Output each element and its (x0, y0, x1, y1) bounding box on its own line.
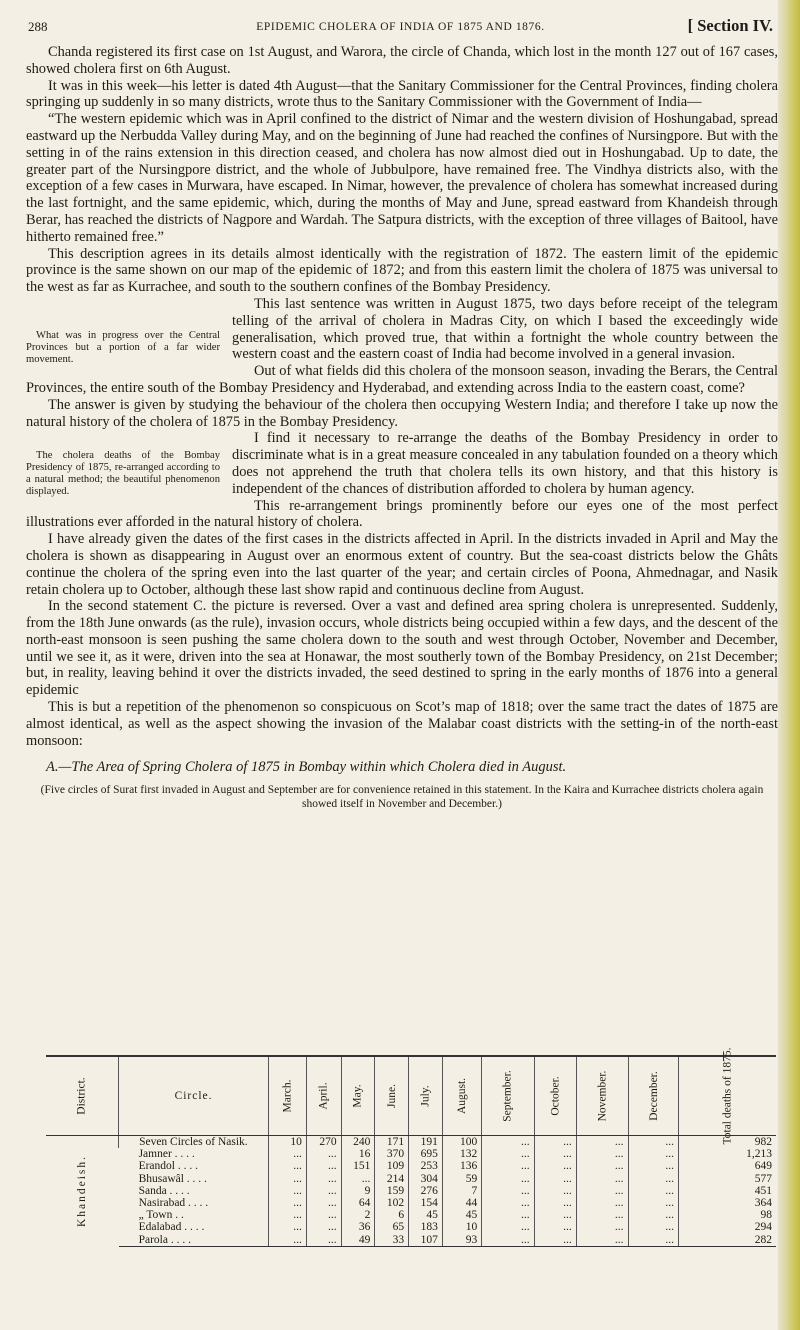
value-cell: ... (534, 1221, 576, 1233)
value-cell: 10 (269, 1136, 307, 1149)
table-row (46, 1234, 776, 1247)
paragraph: Chanda registered its first case on 1st August, and Warora, the circle of Chanda, which lost in the month 127 out of 167 cases, showed cholera first on 6th August. (26, 44, 778, 77)
value-cell: ... (482, 1185, 534, 1197)
col-header-june: June. (375, 1056, 409, 1136)
value-cell: 16 (341, 1148, 375, 1160)
value-cell: ... (482, 1197, 534, 1209)
table-note: (Five circles of Surat first invaded in August and September are for convenience retained in this statement. In the Kaira and Kurrachee districts cholera again showed itself in November and December.) (40, 784, 764, 810)
value-cell: 2 (341, 1209, 375, 1221)
value-cell: 64 (341, 1197, 375, 1209)
table-row (46, 1160, 776, 1172)
value-cell: 65 (375, 1221, 409, 1233)
value-cell: ... (576, 1197, 628, 1209)
value-cell: 240 (341, 1136, 375, 1149)
col-header-may: May. (341, 1056, 375, 1136)
value-cell: ... (534, 1185, 576, 1197)
table-row (46, 1185, 776, 1197)
value-cell: ... (628, 1160, 679, 1172)
value-cell: ... (628, 1221, 679, 1233)
circle-name-cell: „ Town . . (138, 1209, 184, 1222)
value-cell: 159 (375, 1185, 409, 1197)
paragraph: I find it necessary to re-arrange the deaths of the Bombay Presidency in order to discriminate what is in a great measure concealed in any tabulation founded on a theory which does not apprehend the truth that cholera tells its own history, and that this history is independent of the chances of distribution afforded to cholera by human agency. (232, 430, 778, 497)
value-cell: ... (482, 1209, 534, 1221)
value-cell: ... (628, 1209, 679, 1221)
value-cell: 93 (442, 1234, 481, 1247)
table-row (46, 1148, 776, 1160)
value-cell: 649 (679, 1160, 777, 1172)
circle-name-cell: Sanda . . . . (138, 1184, 190, 1197)
value-cell: 59 (442, 1173, 481, 1185)
value-cell: ... (534, 1160, 576, 1172)
col-header-august: August. (442, 1056, 481, 1136)
value-cell: ... (576, 1234, 628, 1247)
table-body (46, 1136, 776, 1247)
value-cell: 9 (341, 1185, 375, 1197)
col-header-september: September. (482, 1056, 534, 1136)
col-header-july: July. (409, 1056, 443, 1136)
value-cell: ... (628, 1148, 679, 1160)
value-cell: ... (576, 1136, 628, 1149)
value-cell: 6 (375, 1209, 409, 1221)
paragraph: It was in this week—his letter is dated 4th August—that the Sanitary Commissioner for the Central Provinces, finding cholera springing up suddenly in so many districts, wrote thus to the Sanitary Commissioner with the Government of India— (26, 77, 778, 111)
col-header-april: April. (306, 1056, 341, 1136)
value-cell: ... (534, 1197, 576, 1209)
value-cell: ... (269, 1234, 307, 1247)
value-cell: 282 (679, 1234, 777, 1247)
value-cell: ... (306, 1197, 341, 1209)
value-cell: ... (576, 1148, 628, 1160)
circle-name-cell: Bhusawâl . . . . (138, 1172, 207, 1185)
paragraph: The answer is given by studying the behaviour of the cholera then occupying Western India; and therefore I take up now the natural history of the cholera of 1875 in the Bombay Presidency. (26, 396, 778, 430)
value-cell: ... (576, 1160, 628, 1172)
table-row (46, 1197, 776, 1209)
value-cell: 109 (375, 1160, 409, 1172)
paragraph: This re-arrangement brings prominently before our eyes one of the most perfect illustrations ever afforded in the natural history of cholera. (26, 497, 778, 531)
value-cell: 45 (442, 1209, 481, 1221)
body-text (26, 44, 778, 811)
circle-name-cell: Nasirabad . . . . (138, 1197, 209, 1210)
value-cell: 7 (442, 1185, 481, 1197)
district-cell: Khandeish. (76, 1155, 89, 1228)
value-cell: 294 (679, 1221, 777, 1233)
margin-note: The cholera deaths of the Bombay Presidency of 1875, re-arranged according to a natural method; the beautiful phenomenon displayed. (26, 450, 220, 498)
value-cell: 304 (409, 1173, 443, 1185)
table-row (46, 1173, 776, 1185)
circle-name-cell: Erandol . . . . (138, 1160, 198, 1173)
paragraph: This is but a repetition of the phenomenon so conspicuous on Scot’s map of 1818; over the same tract the dates of 1875 are almost identical, as well as the aspect showing the invasion of the Malabar coast districts with the setting-in of the north-east monsoon: (26, 699, 778, 749)
table-row (46, 1136, 776, 1149)
value-cell: ... (534, 1136, 576, 1149)
value-cell: ... (306, 1160, 341, 1172)
value-cell: ... (269, 1221, 307, 1233)
value-cell: ... (269, 1209, 307, 1221)
page-header (28, 17, 773, 39)
paragraph: In the second statement C. the picture is reversed. Over a vast and defined area spring cholera is unrepresented. Suddenly, from the 18th June onwards (as the rule), invasion occurs, whole districts being occupied within a few days, and the descent of the north-east monsoon is seen pushing the same cholera down to the south and west through October, November and December, until we see it, as it were, driven into the sea at Honawar, the most southerly town of the Bombay Presidency, on 21st December; but, in reality, leaving behind it over the districts invaded, the seed destined to spring in the early months of 1876 into a general epidemic (26, 598, 778, 699)
table-row (46, 1221, 776, 1233)
value-cell: ... (306, 1185, 341, 1197)
value-cell: 1,213 (679, 1148, 777, 1160)
quotation: “The western epidemic which was in April confined to the district of Nimar and the western division of Hoshungabad, spread eastward up the Nerbudda Valley during May, and on the beginning of June had reached the confines of Nursingpore. But with the setting in of the rains extension in this direction ceased, and cholera has now almost died out in Hoshungabad. Up to date, the greater part of the Nursingpore district, and the whole of Jubbulpore, have remained free. The Vindhya districts also, with the exception of a few cases in Murwara, have escaped. In Nimar, however, the prevalence of cholera has somewhat increased during the last fortnight, and the same epidemic, which, during the months of May and June, spread eastward from Khandeish through Berar, has reached the districts of Nagpore and Wardah. The Satpura districts, with the exception of three villages of Baitool, have hitherto remained free.” (26, 111, 778, 245)
page-number: 288 (28, 19, 48, 34)
value-cell: 577 (679, 1173, 777, 1185)
value-cell: 36 (341, 1221, 375, 1233)
value-cell: ... (628, 1136, 679, 1149)
page-edge-shadow (778, 0, 800, 1330)
value-cell: 107 (409, 1234, 443, 1247)
value-cell: ... (628, 1197, 679, 1209)
value-cell: ... (576, 1221, 628, 1233)
col-header-district: District. (46, 1056, 119, 1136)
value-cell: ... (534, 1148, 576, 1160)
col-header-march: March. (269, 1056, 307, 1136)
table-caption: A.—The Area of Spring Cholera of 1875 in Bombay within which Cholera died in August. (46, 759, 567, 776)
value-cell: 253 (409, 1160, 443, 1172)
value-cell: ... (482, 1160, 534, 1172)
paragraph: Out of what fields did this cholera of the monsoon season, invading the Berars, the Central Provinces, the entire south of the Bombay Presidency and Hyderabad, and extending across India to the eastern coast, come? (26, 363, 778, 396)
paragraph: This description agrees in its details almost identically with the registration of 1872. The eastern limit of the epidemic province is the same shown on our map of the epidemic of 1872; and from this eastern limit the cholera of 1875 was universal to the west as far as Kurrachee, and south to the southern confines of the Bombay Presidency. (26, 245, 778, 296)
value-cell: 364 (679, 1197, 777, 1209)
value-cell: ... (306, 1209, 341, 1221)
value-cell: ... (482, 1148, 534, 1160)
value-cell: ... (269, 1197, 307, 1209)
value-cell: 98 (679, 1209, 777, 1221)
col-header-october: October. (534, 1056, 576, 1136)
section-label: [ Section IV. (687, 16, 773, 35)
circle-name-cell: Parola . . . . (119, 1234, 269, 1247)
value-cell: ... (306, 1173, 341, 1185)
value-cell: ... (269, 1160, 307, 1172)
deaths-table (46, 1047, 776, 1247)
circle-name-cell: Seven Circles of Nasik. (119, 1136, 269, 1149)
value-cell: ... (534, 1234, 576, 1247)
value-cell: 191 (409, 1136, 443, 1149)
value-cell: 154 (409, 1197, 443, 1209)
value-cell: 695 (409, 1148, 443, 1160)
value-cell: 136 (442, 1160, 481, 1172)
value-cell: 102 (375, 1197, 409, 1209)
value-cell: ... (482, 1234, 534, 1247)
margin-note: What was in progress over the Central Provinces but a portion of a far wider movement. (26, 329, 220, 365)
value-cell: ... (306, 1221, 341, 1233)
value-cell: ... (341, 1173, 375, 1185)
value-cell: ... (576, 1209, 628, 1221)
value-cell: ... (269, 1148, 307, 1160)
value-cell: ... (269, 1185, 307, 1197)
value-cell: 214 (375, 1173, 409, 1185)
value-cell: ... (482, 1136, 534, 1149)
value-cell: ... (576, 1173, 628, 1185)
value-cell: ... (482, 1173, 534, 1185)
value-cell: 276 (409, 1185, 443, 1197)
value-cell: ... (482, 1221, 534, 1233)
value-cell: 44 (442, 1197, 481, 1209)
value-cell: 33 (375, 1234, 409, 1247)
value-cell: 10 (442, 1221, 481, 1233)
value-cell: 49 (341, 1234, 375, 1247)
paragraph: This last sentence was written in August 1875, two days before receipt of the telegram telling of the arrival of cholera in Madras City, on which I based the exceedingly wide generalisation, which proved true, that within a fortnight the whole country between the western coast and the eastern coast of India had become involved in a general invasion. (232, 295, 778, 363)
value-cell: 982 (679, 1136, 777, 1149)
value-cell: 132 (442, 1148, 481, 1160)
col-header-december: December. (628, 1056, 679, 1136)
value-cell: ... (534, 1173, 576, 1185)
col-header-circle: Circle. (119, 1056, 269, 1136)
col-header-total: Total deaths of 1875. (679, 1056, 777, 1136)
table-row (46, 1209, 776, 1221)
table-header-row (46, 1056, 776, 1136)
value-cell: 45 (409, 1209, 443, 1221)
paragraph: I have already given the dates of the first cases in the districts affected in April. In the districts invaded in April and May the cholera is shown as disappearing in August over an enormous extent of country. But the sea-coast districts below the Ghâts continue the cholera of the spring even into the last quarter of the year; and certain circles of Poona, Ahmednagar, and Nasik retain cholera up to October, although these last show rapid and continuous decline from August. (26, 531, 778, 598)
value-cell: 451 (679, 1185, 777, 1197)
value-cell: 183 (409, 1221, 443, 1233)
value-cell: ... (628, 1173, 679, 1185)
value-cell: ... (628, 1234, 679, 1247)
circle-name-cell: Jamner . . . . (138, 1148, 195, 1161)
value-cell: 270 (306, 1136, 341, 1149)
value-cell: ... (576, 1185, 628, 1197)
circle-name-cell: Edalabad . . . . (138, 1221, 205, 1234)
running-title: EPIDEMIC CHOLERA OF INDIA OF 1875 AND 1876. (256, 21, 545, 33)
value-cell: ... (306, 1234, 341, 1247)
value-cell: ... (628, 1185, 679, 1197)
value-cell: 151 (341, 1160, 375, 1172)
value-cell: 370 (375, 1148, 409, 1160)
col-header-november: November. (576, 1056, 628, 1136)
value-cell: ... (306, 1148, 341, 1160)
value-cell: 171 (375, 1136, 409, 1149)
value-cell: 100 (442, 1136, 481, 1149)
value-cell: ... (269, 1173, 307, 1185)
value-cell: ... (534, 1209, 576, 1221)
